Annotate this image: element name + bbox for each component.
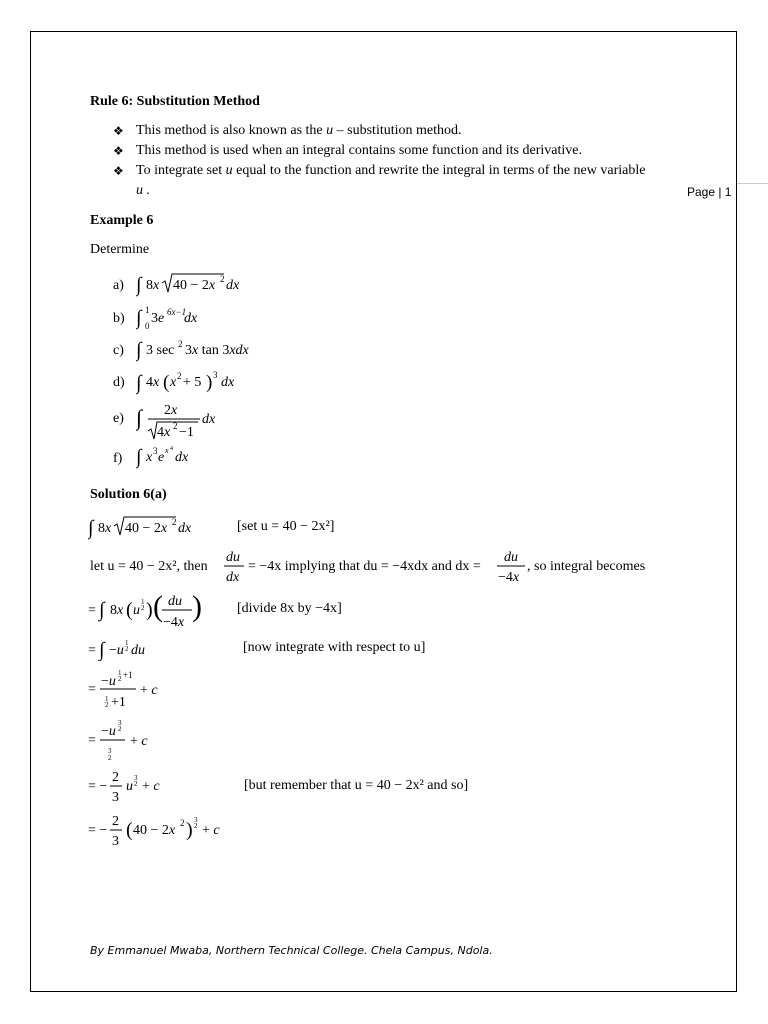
svg-text:2: 2	[105, 701, 109, 709]
svg-text:2: 2	[172, 517, 177, 527]
svg-text:2: 2	[134, 780, 138, 788]
svg-text:−4x: −4x	[498, 570, 520, 585]
svg-text:dx: dx	[226, 278, 240, 293]
formula-c	[136, 337, 256, 363]
svg-text:3x tan 3xdx: 3x tan 3xdx	[185, 343, 249, 358]
svg-text:u: u	[126, 779, 133, 794]
svg-text:2: 2	[178, 339, 183, 349]
svg-text:2: 2	[173, 421, 178, 431]
footer-credit: By Emmanuel Mwaba, Northern Technical College. Chela Campus, Ndola.	[90, 944, 493, 957]
set-note: [set u = 40 − 2x²]	[237, 519, 335, 534]
svg-text:2: 2	[194, 822, 198, 830]
svg-text:3: 3	[112, 834, 119, 849]
svg-text:8x: 8x	[146, 278, 160, 293]
bullet-icon: ❖	[113, 164, 124, 178]
svg-text:−u: −u	[109, 643, 124, 658]
svg-text:): )	[206, 372, 213, 393]
svg-text:2: 2	[141, 604, 145, 612]
svg-text:∫: ∫	[136, 446, 142, 468]
bullet-3-tail: equal to the function and rewrite the integral in terms of the new variable	[236, 163, 646, 178]
svg-text:+1: +1	[123, 670, 133, 680]
svg-text:(: (	[153, 590, 163, 623]
remember-note-text: but remember that u = 40 − 2x² and so	[248, 778, 464, 793]
svg-text:40 − 2x: 40 − 2x	[173, 278, 216, 293]
svg-text:+ c: + c	[140, 683, 158, 698]
bullet-3-text: To integrate set	[136, 163, 223, 178]
svg-text:−4x: −4x	[163, 615, 185, 630]
step-5	[88, 766, 178, 808]
svg-text:3 sec: 3 sec	[146, 343, 175, 358]
part-label: a)	[113, 278, 124, 293]
svg-text:2: 2	[177, 371, 182, 381]
svg-text:1: 1	[125, 639, 129, 647]
svg-text:8x: 8x	[110, 603, 124, 618]
bullet-icon: ❖	[113, 144, 124, 158]
svg-text:−1: −1	[179, 425, 194, 440]
step-2	[88, 635, 168, 661]
determine-label: Determine	[90, 242, 150, 257]
svg-text:x: x	[170, 375, 177, 390]
var-u: u	[225, 163, 233, 178]
part-label: e)	[113, 411, 124, 426]
svg-text:2x: 2x	[164, 403, 178, 418]
part-label: d)	[113, 375, 125, 390]
var-u: u	[326, 123, 334, 138]
svg-text:du: du	[226, 550, 240, 565]
svg-text:0: 0	[145, 321, 150, 331]
svg-text:+1: +1	[111, 695, 126, 710]
page-number: Page | 1	[687, 185, 732, 199]
svg-text:∫: ∫	[136, 339, 142, 361]
svg-text:=: =	[88, 603, 96, 618]
svg-text:+ 5: + 5	[183, 375, 202, 390]
svg-text:3: 3	[118, 719, 122, 727]
svg-text:= −: = −	[88, 823, 108, 838]
svg-text:+ c: + c	[142, 779, 160, 794]
part-label: c)	[113, 343, 124, 358]
svg-text:2: 2	[112, 770, 119, 785]
svg-text:2: 2	[220, 274, 225, 284]
svg-text:4: 4	[170, 446, 173, 452]
svg-text:∫: ∫	[99, 599, 105, 621]
bullet-icon: ❖	[113, 124, 124, 138]
step-3	[88, 666, 178, 712]
example-title: Example 6	[90, 213, 154, 228]
page-divider	[737, 183, 768, 184]
svg-text:∫: ∫	[136, 405, 143, 430]
svg-text:dx: dx	[175, 450, 189, 465]
svg-text:3: 3	[213, 370, 218, 380]
svg-text:2: 2	[118, 725, 122, 733]
integrate-note: [now integrate with respect to u]	[243, 640, 426, 655]
svg-text:dx: dx	[184, 311, 198, 326]
svg-text:−u: −u	[101, 674, 116, 689]
becomes-text: , so integral becomes	[527, 559, 646, 574]
svg-text:dx: dx	[178, 521, 192, 536]
set-note-text: set u = 40 − 2x²	[241, 519, 330, 534]
step-1	[88, 590, 208, 632]
divide-note-text: divide 8x by −4x	[241, 601, 338, 616]
part-label: f)	[113, 451, 123, 466]
let-text: let u = 40 − 2x², then	[90, 559, 208, 574]
svg-text:2: 2	[108, 754, 112, 762]
bullet-3	[136, 163, 645, 179]
var-u: u	[136, 183, 143, 198]
svg-text:3: 3	[108, 747, 112, 755]
svg-text:1: 1	[118, 669, 122, 677]
formula-f	[136, 443, 216, 471]
fraction-du-dx	[222, 546, 246, 586]
bullet-2: This method is used when an integral contains some function and its derivative.	[136, 143, 582, 158]
svg-text:dx: dx	[221, 375, 235, 390]
step-6	[88, 810, 228, 852]
svg-text:40 − 2x: 40 − 2x	[133, 823, 176, 838]
svg-text:= −: = −	[88, 779, 108, 794]
svg-text:=: =	[88, 643, 96, 658]
svg-text:3: 3	[194, 816, 198, 824]
solution-integral	[88, 514, 203, 542]
svg-text:6x−1: 6x−1	[167, 307, 187, 317]
svg-text:+ c: + c	[130, 734, 148, 749]
svg-text:40 − 2x: 40 − 2x	[125, 521, 168, 536]
svg-text:x: x	[165, 446, 169, 455]
remember-note: [but remember that u = 40 − 2x² and so]	[244, 778, 469, 793]
svg-text:dx: dx	[202, 412, 216, 427]
implying-text: = −4x implying that du = −4xdx and dx =	[248, 559, 481, 574]
rule-heading: Rule 6: Substitution Method	[90, 94, 260, 109]
svg-text:2: 2	[118, 675, 122, 683]
svg-text:3: 3	[112, 790, 119, 805]
solution-title: Solution 6(a)	[90, 487, 167, 502]
svg-text:−u: −u	[101, 724, 116, 739]
svg-text:∫: ∫	[88, 517, 94, 539]
svg-text:1: 1	[145, 305, 150, 315]
integrate-note-text: now integrate with respect to u	[247, 640, 421, 655]
svg-text:e: e	[158, 450, 165, 465]
svg-text:): )	[186, 819, 193, 841]
svg-text:∫: ∫	[136, 307, 142, 329]
svg-text:∫: ∫	[99, 639, 105, 661]
svg-text:8x: 8x	[98, 521, 112, 536]
svg-text:4x: 4x	[146, 375, 160, 390]
svg-text:du: du	[131, 643, 145, 658]
svg-text:(: (	[126, 819, 133, 841]
svg-text:∫: ∫	[136, 274, 142, 296]
bullet-1	[136, 123, 462, 139]
svg-text:du: du	[504, 550, 518, 565]
bullet-3-var: u .	[136, 183, 150, 198]
svg-text:dx: dx	[226, 570, 240, 585]
svg-text:): )	[146, 599, 153, 621]
bullet-1-tail: – substitution method.	[336, 123, 462, 138]
formula-a	[136, 270, 256, 298]
svg-text:x: x	[146, 450, 153, 465]
part-label: b)	[113, 311, 125, 326]
svg-text:3: 3	[134, 774, 138, 782]
divide-note: [divide 8x by −4x]	[237, 601, 342, 616]
svg-text:2: 2	[112, 814, 119, 829]
svg-text:(: (	[126, 599, 133, 621]
svg-text:1: 1	[105, 695, 109, 703]
step-4	[88, 717, 168, 763]
formula-d	[136, 367, 246, 397]
bullet-1-text: This method is also known as the	[136, 123, 323, 138]
svg-text:du: du	[168, 594, 182, 609]
svg-text:3e: 3e	[151, 311, 165, 326]
svg-text:3: 3	[153, 446, 158, 456]
svg-text:1: 1	[141, 598, 145, 606]
svg-text:=: =	[88, 682, 96, 697]
svg-text:2: 2	[180, 818, 185, 828]
svg-text:∫: ∫	[136, 372, 142, 394]
fraction-du-minus4x	[495, 546, 527, 586]
svg-text:): )	[192, 590, 202, 623]
formula-e	[136, 398, 226, 444]
svg-text:=: =	[88, 733, 96, 748]
svg-text:u: u	[133, 603, 140, 618]
svg-text:2: 2	[125, 645, 129, 653]
formula-b	[136, 302, 216, 332]
svg-text:(: (	[163, 372, 170, 393]
svg-text:4x: 4x	[157, 425, 171, 440]
svg-text:+ c: + c	[202, 823, 220, 838]
